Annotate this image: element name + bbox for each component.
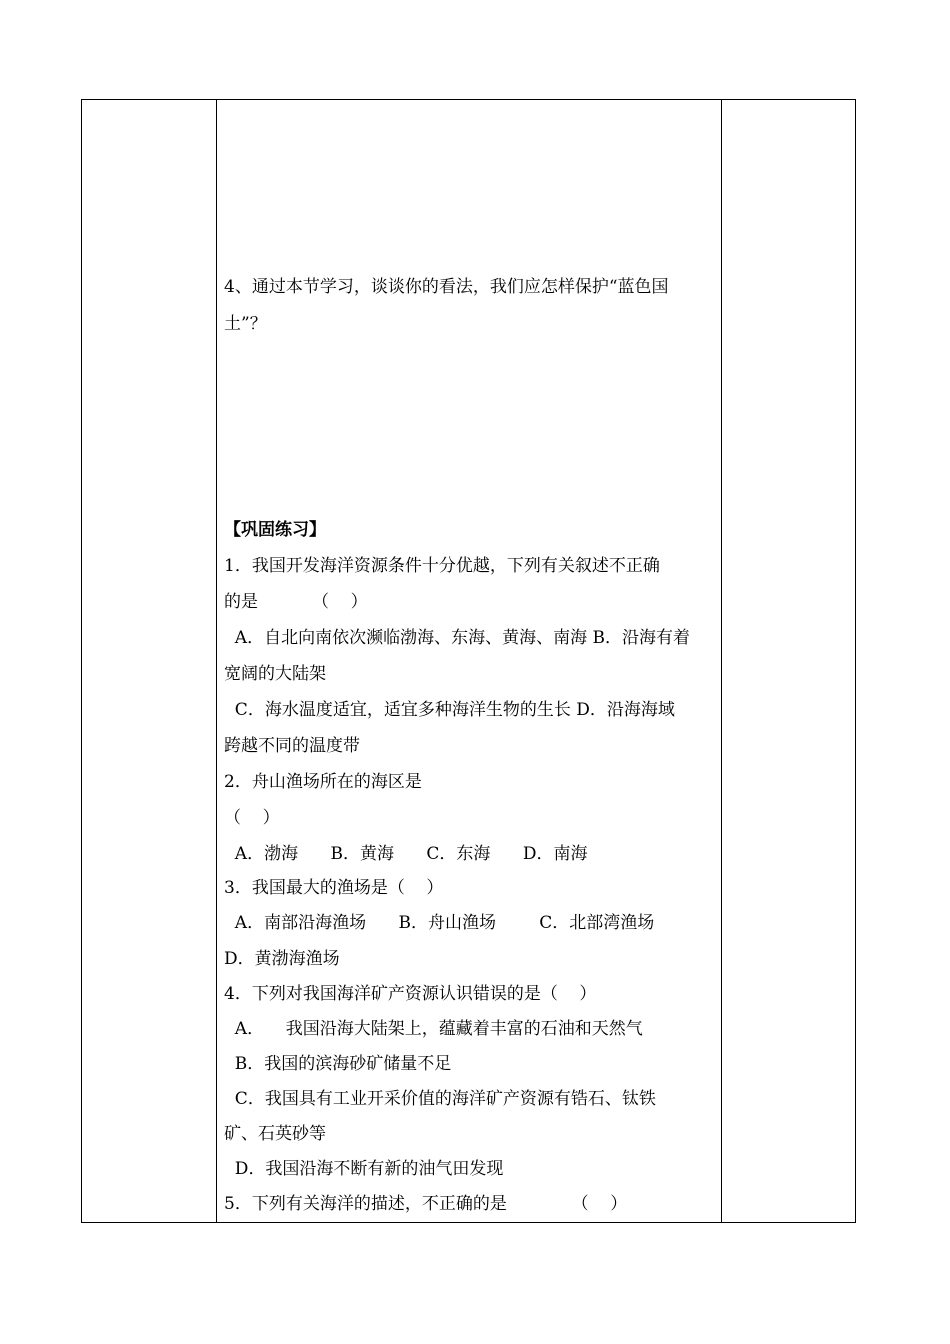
content-cell — [224, 0, 716, 1344]
exercise-q3-options: A．南部沿海渔场 B．舟山渔场 C．北部湾渔场 — [224, 913, 655, 933]
exercise-q5-line1: 5．下列有关海洋的描述，不正确的是 （ ） — [224, 1194, 628, 1214]
exercise-q1-option-c: C．海水温度适宜，适宜多种海洋生物的生长 D．沿海海域 — [224, 700, 675, 720]
exercise-q2-line1: 2．舟山渔场所在的海区是 — [224, 772, 422, 792]
question4-line1: 4、通过本节学习，谈谈你的看法，我们应怎样保护“蓝色国 — [224, 277, 669, 297]
exercise-q3-option-d: D．黄渤海渔场 — [224, 949, 340, 969]
exercise-q1-option-a-cont: 宽阔的大陆架 — [224, 664, 326, 684]
exercise-q1-line2: 的是 （ ） — [224, 592, 368, 612]
exercise-q4-line1: 4．下列对我国海洋矿产资源认识错误的是（ ） — [224, 984, 597, 1004]
exercise-q2-options: A．渤海 B．黄海 C．东海 D．南海 — [224, 844, 588, 864]
table-column-divider-left — [216, 100, 217, 1222]
question4-line2: 土”？ — [224, 314, 267, 334]
exercise-q4-option-c: C．我国具有工业开采价值的海洋矿产资源有锆石、钛铁 — [224, 1089, 656, 1109]
exercise-q1-option-a: A．自北向南依次濒临渤海、东海、黄海、南海 B．沿海有着 — [224, 628, 690, 648]
exercise-q4-option-b: B．我国的滨海砂矿储量不足 — [224, 1054, 452, 1074]
exercise-q4-option-a: A． 我国沿海大陆架上，蕴藏着丰富的石油和天然气 — [224, 1019, 643, 1039]
section-title: 【巩固练习】 — [224, 520, 326, 540]
exercise-q1-option-c-cont: 跨越不同的温度带 — [224, 736, 360, 756]
exercise-q4-option-c-cont: 矿、石英砂等 — [224, 1124, 326, 1144]
exercise-q3-line1: 3．我国最大的渔场是（ ） — [224, 878, 444, 898]
exercise-q2-line2: （ ） — [224, 808, 280, 828]
exercise-q4-option-d: D．我国沿海不断有新的油气田发现 — [224, 1159, 504, 1179]
exercise-q1-line1: 1．我国开发海洋资源条件十分优越，下列有关叙述不正确 — [224, 556, 660, 576]
table-column-divider-right — [721, 100, 722, 1222]
